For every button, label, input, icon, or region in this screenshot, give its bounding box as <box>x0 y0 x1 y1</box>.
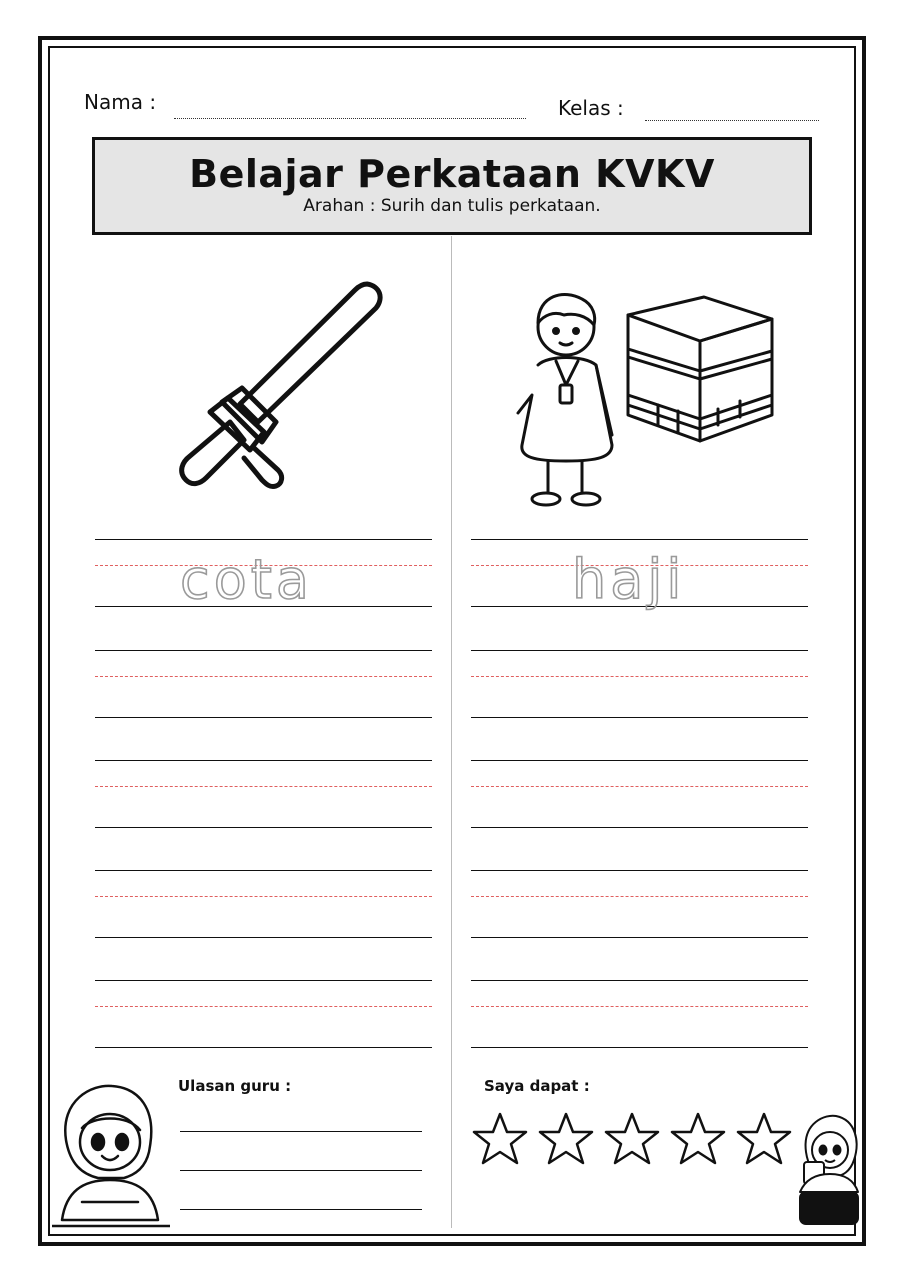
writing-guide-line <box>95 786 432 787</box>
writing-line <box>95 937 432 938</box>
writing-guide-line <box>95 896 432 897</box>
writing-guide-line <box>471 676 808 677</box>
girl-illustration-icon <box>52 1080 170 1228</box>
title-box <box>92 137 812 235</box>
writing-line <box>471 1047 808 1048</box>
writing-line <box>95 870 432 871</box>
trace-word: cota <box>180 548 313 611</box>
column-divider <box>451 236 452 1228</box>
writing-line <box>471 827 808 828</box>
star-icon[interactable] <box>474 1114 526 1163</box>
baton-icon <box>170 272 395 497</box>
star-icon[interactable] <box>738 1114 790 1163</box>
writing-guide-line <box>471 1006 808 1007</box>
writing-line <box>471 980 808 981</box>
writing-line <box>471 717 808 718</box>
writing-line <box>95 827 432 828</box>
nama-field[interactable] <box>174 102 526 119</box>
writing-guide-line <box>95 1006 432 1007</box>
page-title: Belajar Perkataan KVKV <box>189 152 715 196</box>
pilgrim-boy-kaaba-icon <box>508 285 778 515</box>
writing-line <box>95 980 432 981</box>
self-rating-label: Saya dapat : <box>484 1077 590 1095</box>
brand-logo-icon <box>796 1112 862 1228</box>
rating-stars <box>470 1110 800 1172</box>
writing-guide-line <box>471 786 808 787</box>
star-icon[interactable] <box>540 1114 592 1163</box>
writing-guide-line <box>471 896 808 897</box>
nama-label: Nama : <box>84 90 157 114</box>
star-icon[interactable] <box>672 1114 724 1163</box>
writing-line <box>95 717 432 718</box>
writing-line <box>95 539 432 540</box>
writing-line <box>95 760 432 761</box>
teacher-feedback-line[interactable] <box>180 1131 422 1132</box>
trace-word: haji <box>572 548 686 611</box>
instruction-text: Arahan : Surih dan tulis perkataan. <box>303 196 601 216</box>
kelas-label: Kelas : <box>558 96 624 120</box>
writing-line <box>471 539 808 540</box>
writing-line <box>471 870 808 871</box>
writing-guide-line <box>95 676 432 677</box>
teacher-feedback-line[interactable] <box>180 1209 422 1210</box>
writing-line <box>95 1047 432 1048</box>
writing-line <box>95 650 432 651</box>
teacher-feedback-label: Ulasan guru : <box>178 1077 292 1095</box>
kelas-field[interactable] <box>645 104 819 121</box>
writing-line <box>471 650 808 651</box>
teacher-feedback-line[interactable] <box>180 1170 422 1171</box>
writing-line <box>471 760 808 761</box>
star-icon[interactable] <box>606 1114 658 1163</box>
writing-line <box>471 937 808 938</box>
